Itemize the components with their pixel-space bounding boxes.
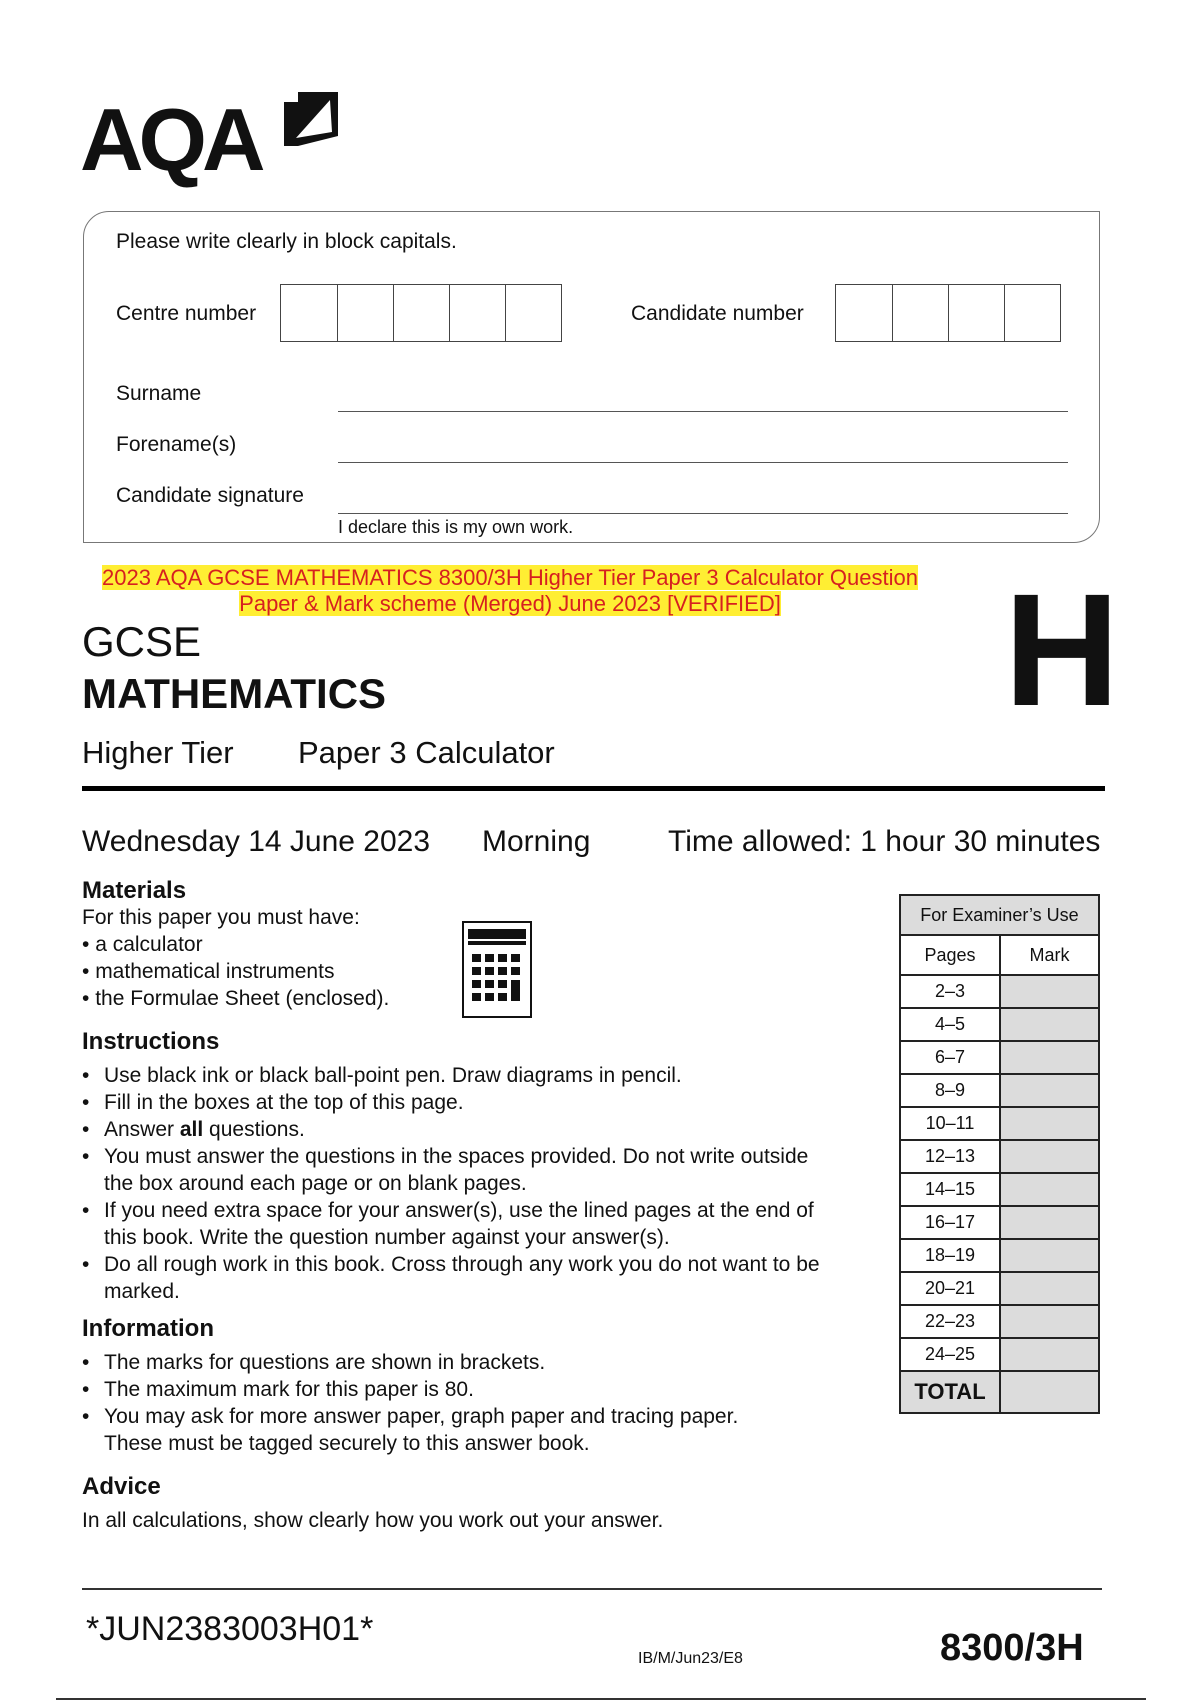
mark-cell[interactable]: [1000, 1074, 1099, 1107]
time-allowed: Time allowed: 1 hour 30 minutes: [668, 825, 1101, 858]
block-capitals-instruction: Please write clearly in block capitals.: [116, 230, 457, 253]
reference-code: IB/M/Jun23/E8: [638, 1650, 743, 1667]
centre-number-label: Centre number: [116, 302, 257, 325]
mark-cell[interactable]: [1000, 975, 1099, 1008]
table-row: 6–7: [900, 1041, 1099, 1074]
forename-field[interactable]: [338, 462, 1068, 463]
list-item: • Answer all questions.: [82, 1116, 842, 1143]
candidate-digit-box[interactable]: [948, 285, 1004, 341]
list-item: • You may ask for more answer paper, graph paper and tracing paper. These must be tagged securely to this answer book.: [82, 1403, 762, 1457]
mark-cell[interactable]: [1000, 1305, 1099, 1338]
candidate-details-box: [83, 211, 1100, 543]
tier-label: Higher Tier: [82, 735, 234, 770]
mark-column-header: Mark: [1000, 935, 1099, 975]
candidate-digit-box[interactable]: [1004, 285, 1060, 341]
logo-flag-icon: [280, 88, 342, 150]
table-row: 22–23: [900, 1305, 1099, 1338]
calculator-icon: [462, 921, 532, 1018]
table-row: 24–25: [900, 1338, 1099, 1371]
table-row: 2–3: [900, 975, 1099, 1008]
mark-cell[interactable]: [1000, 1008, 1099, 1041]
centre-digit-box[interactable]: [337, 285, 393, 341]
mark-cell[interactable]: [1000, 1239, 1099, 1272]
mark-cell[interactable]: [1000, 1173, 1099, 1206]
table-row: 10–11: [900, 1107, 1099, 1140]
table-row: 16–17: [900, 1206, 1099, 1239]
mark-cell[interactable]: [1000, 1206, 1099, 1239]
instructions-heading: Instructions: [82, 1028, 220, 1055]
highlighted-banner: [80, 565, 940, 617]
title-divider: [82, 786, 1105, 791]
materials-intro: For this paper you must have:: [82, 906, 360, 929]
list-item: • The marks for questions are shown in brackets.: [82, 1349, 762, 1376]
centre-digit-box[interactable]: [449, 285, 505, 341]
footer-divider: [82, 1588, 1102, 1590]
total-mark-cell[interactable]: [1000, 1371, 1099, 1413]
candidate-number-boxes[interactable]: [835, 284, 1061, 342]
tier-letter: H: [1004, 560, 1120, 739]
information-list: [82, 1349, 762, 1457]
banner-line-2: Paper & Mark scheme (Merged) June 2023 [VERIFIED]: [239, 591, 781, 616]
banner-line-1: 2023 AQA GCSE MATHEMATICS 8300/3H Higher Tier Paper 3 Calculator Question: [102, 565, 918, 590]
total-row: [900, 1371, 1099, 1413]
information-heading: Information: [82, 1315, 214, 1342]
list-item: • mathematical instruments: [82, 960, 335, 983]
declaration-text: I declare this is my own work.: [338, 517, 574, 537]
mark-cell[interactable]: [1000, 1140, 1099, 1173]
mark-cell[interactable]: [1000, 1041, 1099, 1074]
list-item: • Fill in the boxes at the top of this page.: [82, 1089, 842, 1116]
list-item: • Do all rough work in this book. Cross through any work you do not want to be marked.: [82, 1251, 842, 1305]
subject-title: MATHEMATICS: [82, 670, 387, 717]
exam-session: Morning: [482, 825, 591, 858]
paper-label: Paper 3 Calculator: [298, 735, 555, 770]
centre-digit-box[interactable]: [505, 285, 561, 341]
table-row: 14–15: [900, 1173, 1099, 1206]
list-item: • The maximum mark for this paper is 80.: [82, 1376, 762, 1403]
table-row: 20–21: [900, 1272, 1099, 1305]
logo-text: AQA: [80, 90, 261, 189]
centre-digit-box[interactable]: [281, 285, 337, 341]
total-label: TOTAL: [900, 1371, 1000, 1413]
list-item: • the Formulae Sheet (enclosed).: [82, 987, 390, 1010]
mark-cell[interactable]: [1000, 1338, 1099, 1371]
aqa-logo: [80, 88, 350, 188]
signature-label: Candidate signature: [116, 484, 304, 507]
surname-field[interactable]: [338, 411, 1068, 412]
examiner-table-title: For Examiner’s Use: [900, 895, 1099, 935]
table-row: 4–5: [900, 1008, 1099, 1041]
table-row: 12–13: [900, 1140, 1099, 1173]
centre-number-boxes[interactable]: [280, 284, 562, 342]
table-row: 8–9: [900, 1074, 1099, 1107]
exam-date: Wednesday 14 June 2023: [82, 825, 431, 858]
candidate-number-label: Candidate number: [631, 302, 804, 325]
list-item: • You must answer the questions in the spaces provided. Do not write outside the box around each page or on blank pages.: [82, 1143, 842, 1197]
centre-digit-box[interactable]: [393, 285, 449, 341]
mark-cell[interactable]: [1000, 1272, 1099, 1305]
candidate-digit-box[interactable]: [892, 285, 948, 341]
forename-label: Forename(s): [116, 433, 237, 456]
qualification-title: GCSE: [82, 618, 202, 665]
candidate-digit-box[interactable]: [836, 285, 892, 341]
signature-field[interactable]: [338, 513, 1068, 514]
paper-code: 8300/3H: [940, 1627, 1084, 1669]
materials-heading: Materials: [82, 877, 187, 904]
advice-heading: Advice: [82, 1473, 161, 1500]
examiner-use-table: [899, 894, 1100, 1414]
list-item: • Use black ink or black ball-point pen. Draw diagrams in pencil.: [82, 1062, 842, 1089]
materials-section: [82, 904, 462, 1012]
instructions-list: [82, 1062, 842, 1305]
list-item: • If you need extra space for your answer(s), use the lined pages at the end of this book. Write the question number against your answer(s).: [82, 1197, 842, 1251]
advice-text: In all calculations, show clearly how you work out your answer.: [82, 1509, 664, 1532]
barcode-text: *JUN2383003H01*: [86, 1610, 374, 1648]
list-item: • a calculator: [82, 933, 203, 956]
table-row: 18–19: [900, 1239, 1099, 1272]
mark-cell[interactable]: [1000, 1107, 1099, 1140]
pages-column-header: Pages: [900, 935, 1000, 975]
surname-label: Surname: [116, 382, 202, 405]
